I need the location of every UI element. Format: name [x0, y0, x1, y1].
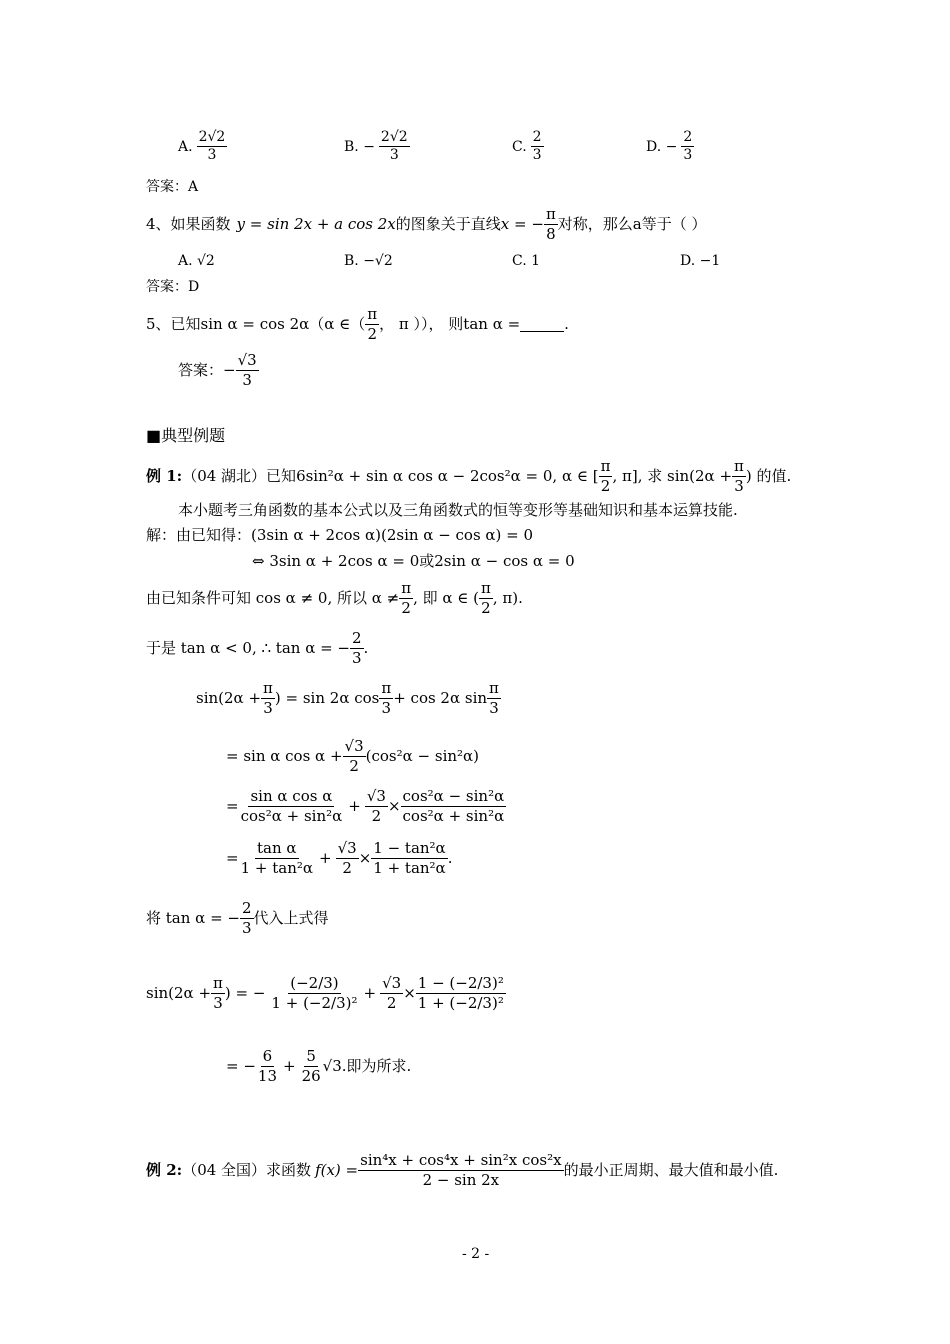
q3-answer: 答案：A	[146, 179, 199, 195]
text: +	[283, 1056, 296, 1075]
frac-den: 1 + tan²α	[373, 858, 446, 877]
substitution-line	[146, 900, 329, 936]
solution-line-3	[146, 580, 523, 616]
question-4	[146, 206, 707, 242]
frac-den: cos²α + sin²α	[402, 806, 505, 825]
frac-num: √3	[237, 351, 257, 369]
option-label: D. −	[646, 138, 678, 155]
example-source: （04 湖北）已知	[182, 466, 297, 485]
frac-den: 3	[683, 147, 693, 164]
text: +	[363, 983, 377, 1002]
frac-num: 2	[531, 130, 544, 147]
q4-option-d: D. −1	[680, 253, 721, 269]
frac-den: 3	[263, 698, 273, 717]
answer-label: 答案：−	[178, 360, 236, 379]
q4-middle: 的图象关于直线	[395, 214, 501, 233]
q4-option-b: B. −√2	[344, 253, 393, 269]
text: .	[363, 638, 369, 657]
frac-num: π	[489, 679, 499, 697]
text: .	[447, 848, 453, 867]
frac-num: √3	[337, 839, 357, 857]
text: (cos²α − sin²α)	[365, 746, 480, 765]
text: 代入上式得	[253, 908, 329, 927]
frac-den: 2	[481, 598, 491, 617]
frac-num: sin α cos α	[250, 787, 333, 805]
q4-line-var: x = −	[500, 214, 544, 233]
q3-option-b	[344, 130, 410, 164]
text: ) = sin 2α cos	[274, 688, 380, 707]
q4-answer: 答案：D	[146, 279, 200, 295]
frac-num: 1 − tan²α	[373, 839, 446, 857]
frac-num: 2	[241, 899, 252, 917]
q3-option-d	[646, 130, 694, 164]
frac-num: π	[734, 457, 744, 475]
text: =	[226, 848, 239, 867]
solution-line-2: ⇔ 3sin α + 2cos α = 0或2sin α − cos α = 0	[252, 552, 575, 570]
frac-num: √3	[344, 737, 364, 755]
frac-num: π	[381, 679, 392, 697]
solution-line-1: 解：由已知得：(3sin α + 2cos α)(2sin α − cos α) = 0	[146, 526, 534, 544]
frac-num: (−2/3)	[290, 974, 339, 992]
text: sin(2α +	[146, 983, 212, 1002]
frac-num: 5	[306, 1047, 316, 1065]
frac-den: 2 − sin 2x	[422, 1170, 500, 1189]
q5-mid: ， π ））， 则tan α =	[379, 314, 521, 333]
frac-num: π	[481, 579, 491, 597]
frac-num: √3	[382, 974, 402, 992]
text: ×	[358, 848, 372, 867]
frac-den: 3	[213, 993, 223, 1012]
text: ) = −	[224, 983, 266, 1002]
text: ×	[403, 983, 416, 1002]
frac-num: π	[401, 579, 412, 597]
q5-answer	[178, 352, 259, 388]
frac-num: tan α	[257, 839, 297, 857]
frac-num: π	[367, 305, 378, 323]
text: 将 tan α = −	[146, 908, 240, 927]
frac-num: π	[600, 457, 611, 475]
text: , 即 α ∈ (	[413, 588, 480, 607]
example-end: 的最小正周期、最大值和最小值.	[563, 1160, 779, 1179]
frac-den: 1 + (−2/3)²	[271, 993, 358, 1012]
derivation-line-3	[226, 788, 506, 824]
frac-den: 2	[349, 756, 359, 775]
text: 于是 tan α < 0, ∴ tan α = −	[146, 638, 350, 657]
example-condition-end: , π], 求 sin(2α +	[612, 466, 733, 485]
frac-den: 3	[389, 147, 399, 164]
frac-den: 3	[242, 370, 252, 389]
text: sin(2α +	[196, 688, 262, 707]
text: +	[348, 796, 361, 815]
frac-den: 1 + (−2/3)²	[417, 993, 504, 1012]
q4-option-a: A. √2	[178, 253, 215, 269]
result-line-1	[146, 975, 506, 1011]
example-2-statement	[146, 1152, 778, 1188]
result-line-2	[226, 1048, 411, 1084]
section-title: ■典型例题	[146, 426, 226, 445]
frac-den: 13	[257, 1066, 277, 1085]
frac-den: 3	[241, 918, 252, 937]
option-label: B. −	[344, 138, 375, 155]
frac-num: π	[545, 205, 556, 223]
text: , π).	[492, 588, 523, 607]
q4-formula: y = sin 2x + a cos 2x	[236, 214, 396, 233]
frac-den: 1 + tan²α	[240, 858, 313, 877]
q4-option-c: C. 1	[512, 253, 541, 269]
derivation-line-1	[196, 680, 501, 716]
text: √3.即为所求.	[322, 1056, 412, 1075]
frac-den: 26	[301, 1066, 321, 1085]
example-tail: ) 的值.	[745, 466, 792, 485]
example-1-statement	[146, 458, 791, 494]
q4-suffix: 对称，那么a等于（ ）	[557, 214, 707, 233]
frac-den: 3	[381, 698, 392, 717]
text: 由已知条件可知 cos α ≠ 0, 所以 α ≠	[146, 588, 400, 607]
frac-den: 2	[371, 806, 382, 825]
frac-num: √3	[366, 787, 386, 805]
answer-blank	[520, 317, 564, 332]
example-label: 例 1:	[146, 466, 183, 485]
frac-den: 2	[401, 598, 411, 617]
text: +	[319, 848, 332, 867]
q4-prefix: 4、如果函数	[146, 214, 231, 233]
option-label: C.	[512, 138, 527, 155]
example-1-intro: 本小题考三角函数的基本公式以及三角函数式的恒等变形等基础知识和基本运算技能.	[178, 501, 738, 519]
example-condition: 6sin²α + sin α cos α − 2cos²α = 0, α ∈ [	[296, 466, 599, 485]
derivation-line-4	[226, 840, 452, 876]
frac-num: sin⁴x + cos⁴x + sin²x cos²x	[360, 1151, 562, 1169]
text: =	[226, 796, 239, 815]
q3-option-c	[512, 130, 544, 164]
option-label: A.	[178, 138, 193, 155]
function-name: f(x) =	[315, 1160, 359, 1179]
derivation-line-2	[226, 738, 479, 774]
frac-den: 2	[386, 993, 397, 1012]
frac-den: 2	[342, 858, 352, 877]
frac-num: 2√2	[379, 130, 410, 147]
frac-den: 3	[734, 476, 744, 495]
frac-num: cos²α − sin²α	[402, 787, 505, 805]
frac-den: 2	[367, 324, 377, 343]
frac-num: π	[263, 679, 273, 697]
frac-num: 6	[262, 1047, 273, 1065]
q3-option-a	[178, 130, 227, 164]
q5-prefix: 5、已知sin α = cos 2α（α ∈（	[146, 314, 366, 333]
q5-end: .	[564, 314, 569, 333]
text: + cos 2α sin	[393, 688, 488, 707]
text: = sin α cos α +	[226, 746, 343, 765]
frac-den: 3	[489, 698, 499, 717]
frac-den: 2	[600, 476, 611, 495]
page-number: - 2 -	[462, 1246, 490, 1262]
example-label: 例 2:	[146, 1160, 183, 1179]
frac-num: 2√2	[197, 130, 228, 147]
frac-den: 3	[352, 648, 362, 667]
frac-num: 2	[681, 130, 694, 147]
frac-den: cos²α + sin²α	[240, 806, 343, 825]
example-source: （04 全国）求函数	[182, 1160, 312, 1179]
text: ×	[387, 796, 401, 815]
text: = −	[226, 1056, 256, 1075]
frac-num: 2	[352, 629, 362, 647]
frac-den: 8	[546, 224, 556, 243]
frac-num: π	[213, 974, 223, 992]
question-5	[146, 306, 569, 342]
frac-den: 3	[532, 147, 542, 164]
solution-line-4	[146, 630, 368, 666]
frac-den: 3	[207, 147, 217, 164]
frac-num: 1 − (−2/3)²	[417, 974, 504, 992]
